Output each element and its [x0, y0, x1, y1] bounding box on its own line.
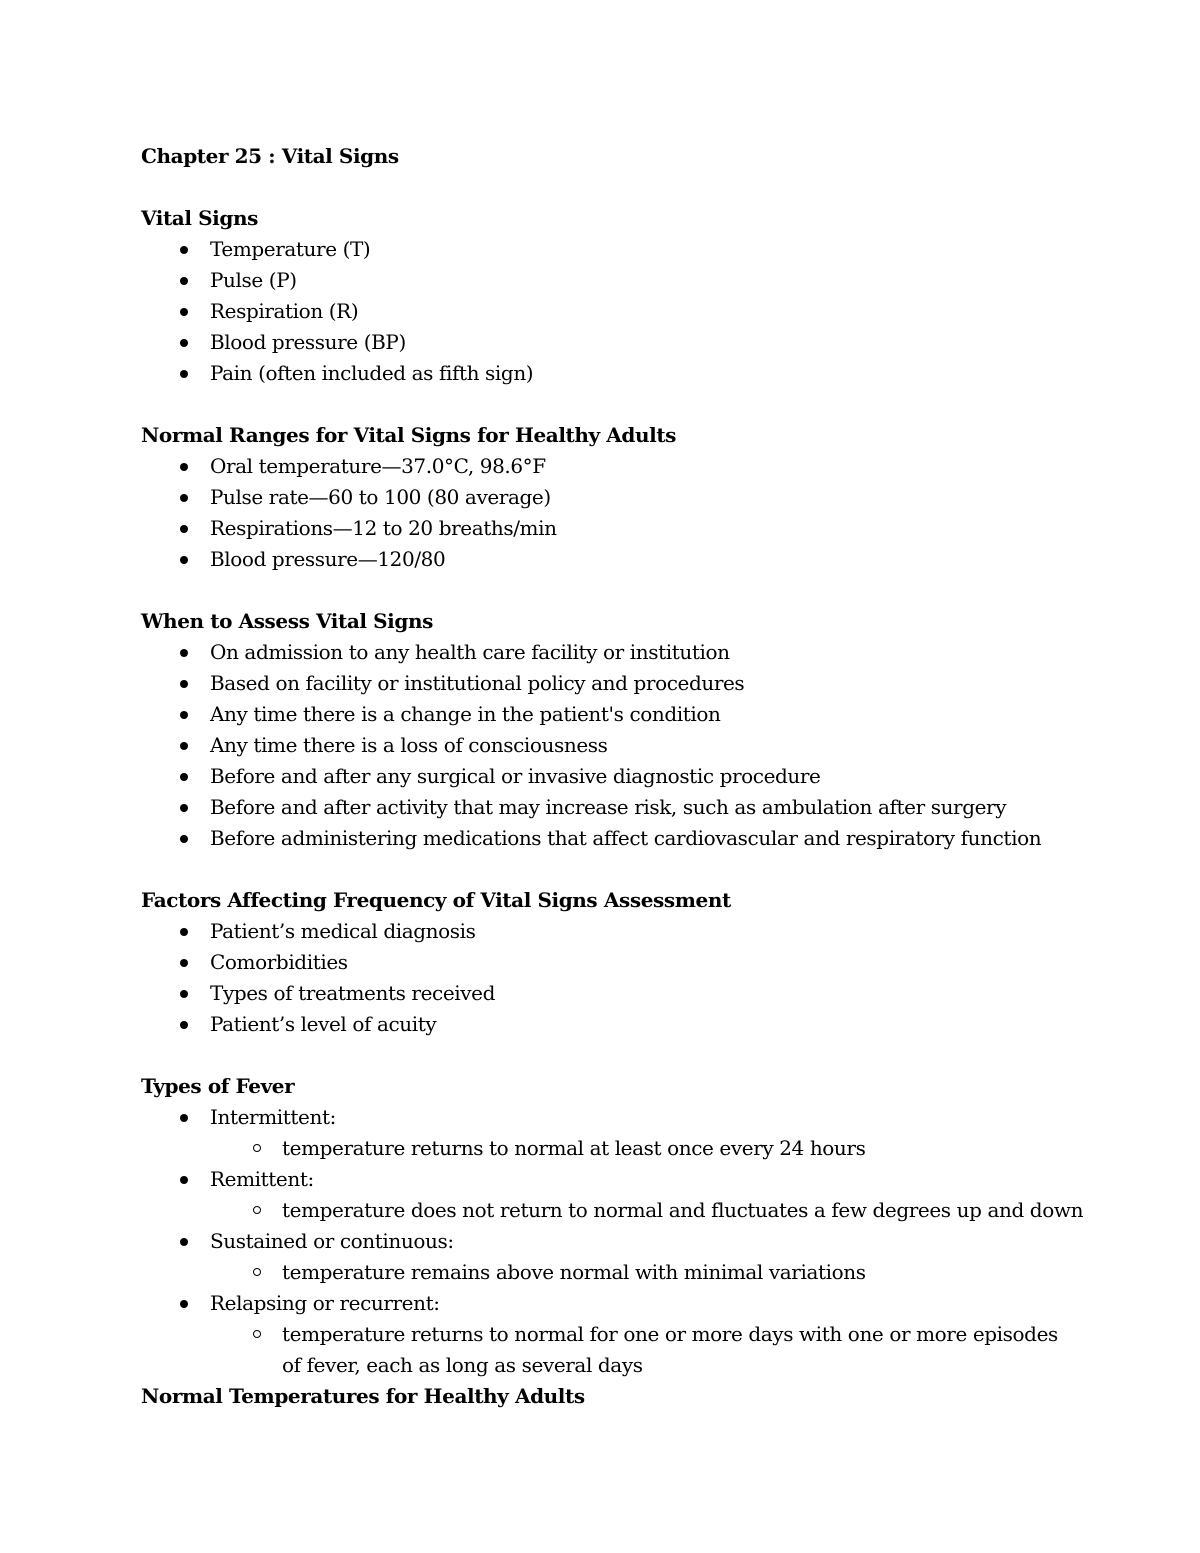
bullet-icon [180, 463, 188, 471]
list-item: Remittent: [141, 1164, 1100, 1195]
list-item: Patient’s medical diagnosis [141, 916, 1100, 947]
list-item: Before and after activity that may increase risk, such as ambulation after surgery [141, 792, 1100, 823]
spacer [141, 575, 1100, 606]
bullet-icon [180, 649, 188, 657]
bullet-icon [180, 990, 188, 998]
list-item: Respiration (R) [141, 296, 1100, 327]
bullet-icon [180, 928, 188, 936]
list-item: Types of treatments received [141, 978, 1100, 1009]
bullet-icon [180, 1021, 188, 1029]
list-item: Intermittent: [141, 1102, 1100, 1133]
list-item: Any time there is a change in the patient's condition [141, 699, 1100, 730]
bullet-icon [180, 773, 188, 781]
sub-list-item: temperature remains above normal with minimal variations [141, 1257, 1100, 1288]
sub-list-item: temperature returns to normal at least once every 24 hours [141, 1133, 1100, 1164]
bullet-icon [180, 1176, 188, 1184]
bullet-icon [180, 370, 188, 378]
list-item: Relapsing or recurrent: [141, 1288, 1100, 1319]
bullet-icon [180, 246, 188, 254]
spacer [141, 1040, 1100, 1071]
hollow-bullet-icon [253, 1268, 261, 1276]
bullet-icon [180, 959, 188, 967]
bullet-icon [180, 277, 188, 285]
list-item: Temperature (T) [141, 234, 1100, 265]
spacer [141, 854, 1100, 885]
list-item: Patient’s level of acuity [141, 1009, 1100, 1040]
bullet-icon [180, 742, 188, 750]
hollow-bullet-icon [253, 1330, 261, 1338]
spacer [141, 389, 1100, 420]
list-item: Blood pressure (BP) [141, 327, 1100, 358]
bullet-icon [180, 835, 188, 843]
bullet-icon [180, 339, 188, 347]
list-item: Pulse rate—60 to 100 (80 average) [141, 482, 1100, 513]
section-heading-when-to-assess: When to Assess Vital Signs [141, 609, 433, 633]
hollow-bullet-icon [253, 1206, 261, 1214]
spacer [141, 172, 1100, 203]
list-item: Sustained or continuous: [141, 1226, 1100, 1257]
list-item: Any time there is a loss of consciousness [141, 730, 1100, 761]
bullet-icon [180, 680, 188, 688]
section-heading-normal-ranges: Normal Ranges for Vital Signs for Healthy Adults [141, 423, 677, 447]
section-heading-factors: Factors Affecting Frequency of Vital Signs Assessment [141, 888, 731, 912]
section-heading-normal-temperatures: Normal Temperatures for Healthy Adults [141, 1384, 585, 1408]
sub-list-item: temperature does not return to normal and fluctuates a few degrees up and down [141, 1195, 1100, 1226]
bullet-icon [180, 1238, 188, 1246]
list-item: Oral temperature—37.0°C, 98.6°F [141, 451, 1100, 482]
hollow-bullet-icon [253, 1144, 261, 1152]
list-item: Respirations—12 to 20 breaths/min [141, 513, 1100, 544]
list-item: Comorbidities [141, 947, 1100, 978]
chapter-title: Chapter 25 : Vital Signs [141, 144, 399, 168]
bullet-icon [180, 804, 188, 812]
list-item: Pain (often included as fifth sign) [141, 358, 1100, 389]
list-item: Blood pressure—120/80 [141, 544, 1100, 575]
bullet-icon [180, 556, 188, 564]
list-item: Pulse (P) [141, 265, 1100, 296]
bullet-icon [180, 494, 188, 502]
bullet-icon [180, 525, 188, 533]
bullet-icon [180, 308, 188, 316]
list-item: Based on facility or institutional policy and procedures [141, 668, 1100, 699]
bullet-icon [180, 1300, 188, 1308]
bullet-icon [180, 711, 188, 719]
list-item: Before and after any surgical or invasive diagnostic procedure [141, 761, 1100, 792]
list-item: On admission to any health care facility or institution [141, 637, 1100, 668]
list-item: Before administering medications that affect cardiovascular and respiratory function [141, 823, 1100, 854]
section-heading-vital-signs: Vital Signs [141, 206, 258, 230]
sub-list-item: temperature returns to normal for one or more days with one or more episodes of fever, each as long as several days [141, 1319, 1062, 1381]
section-heading-fever-types: Types of Fever [141, 1074, 295, 1098]
bullet-icon [180, 1114, 188, 1122]
